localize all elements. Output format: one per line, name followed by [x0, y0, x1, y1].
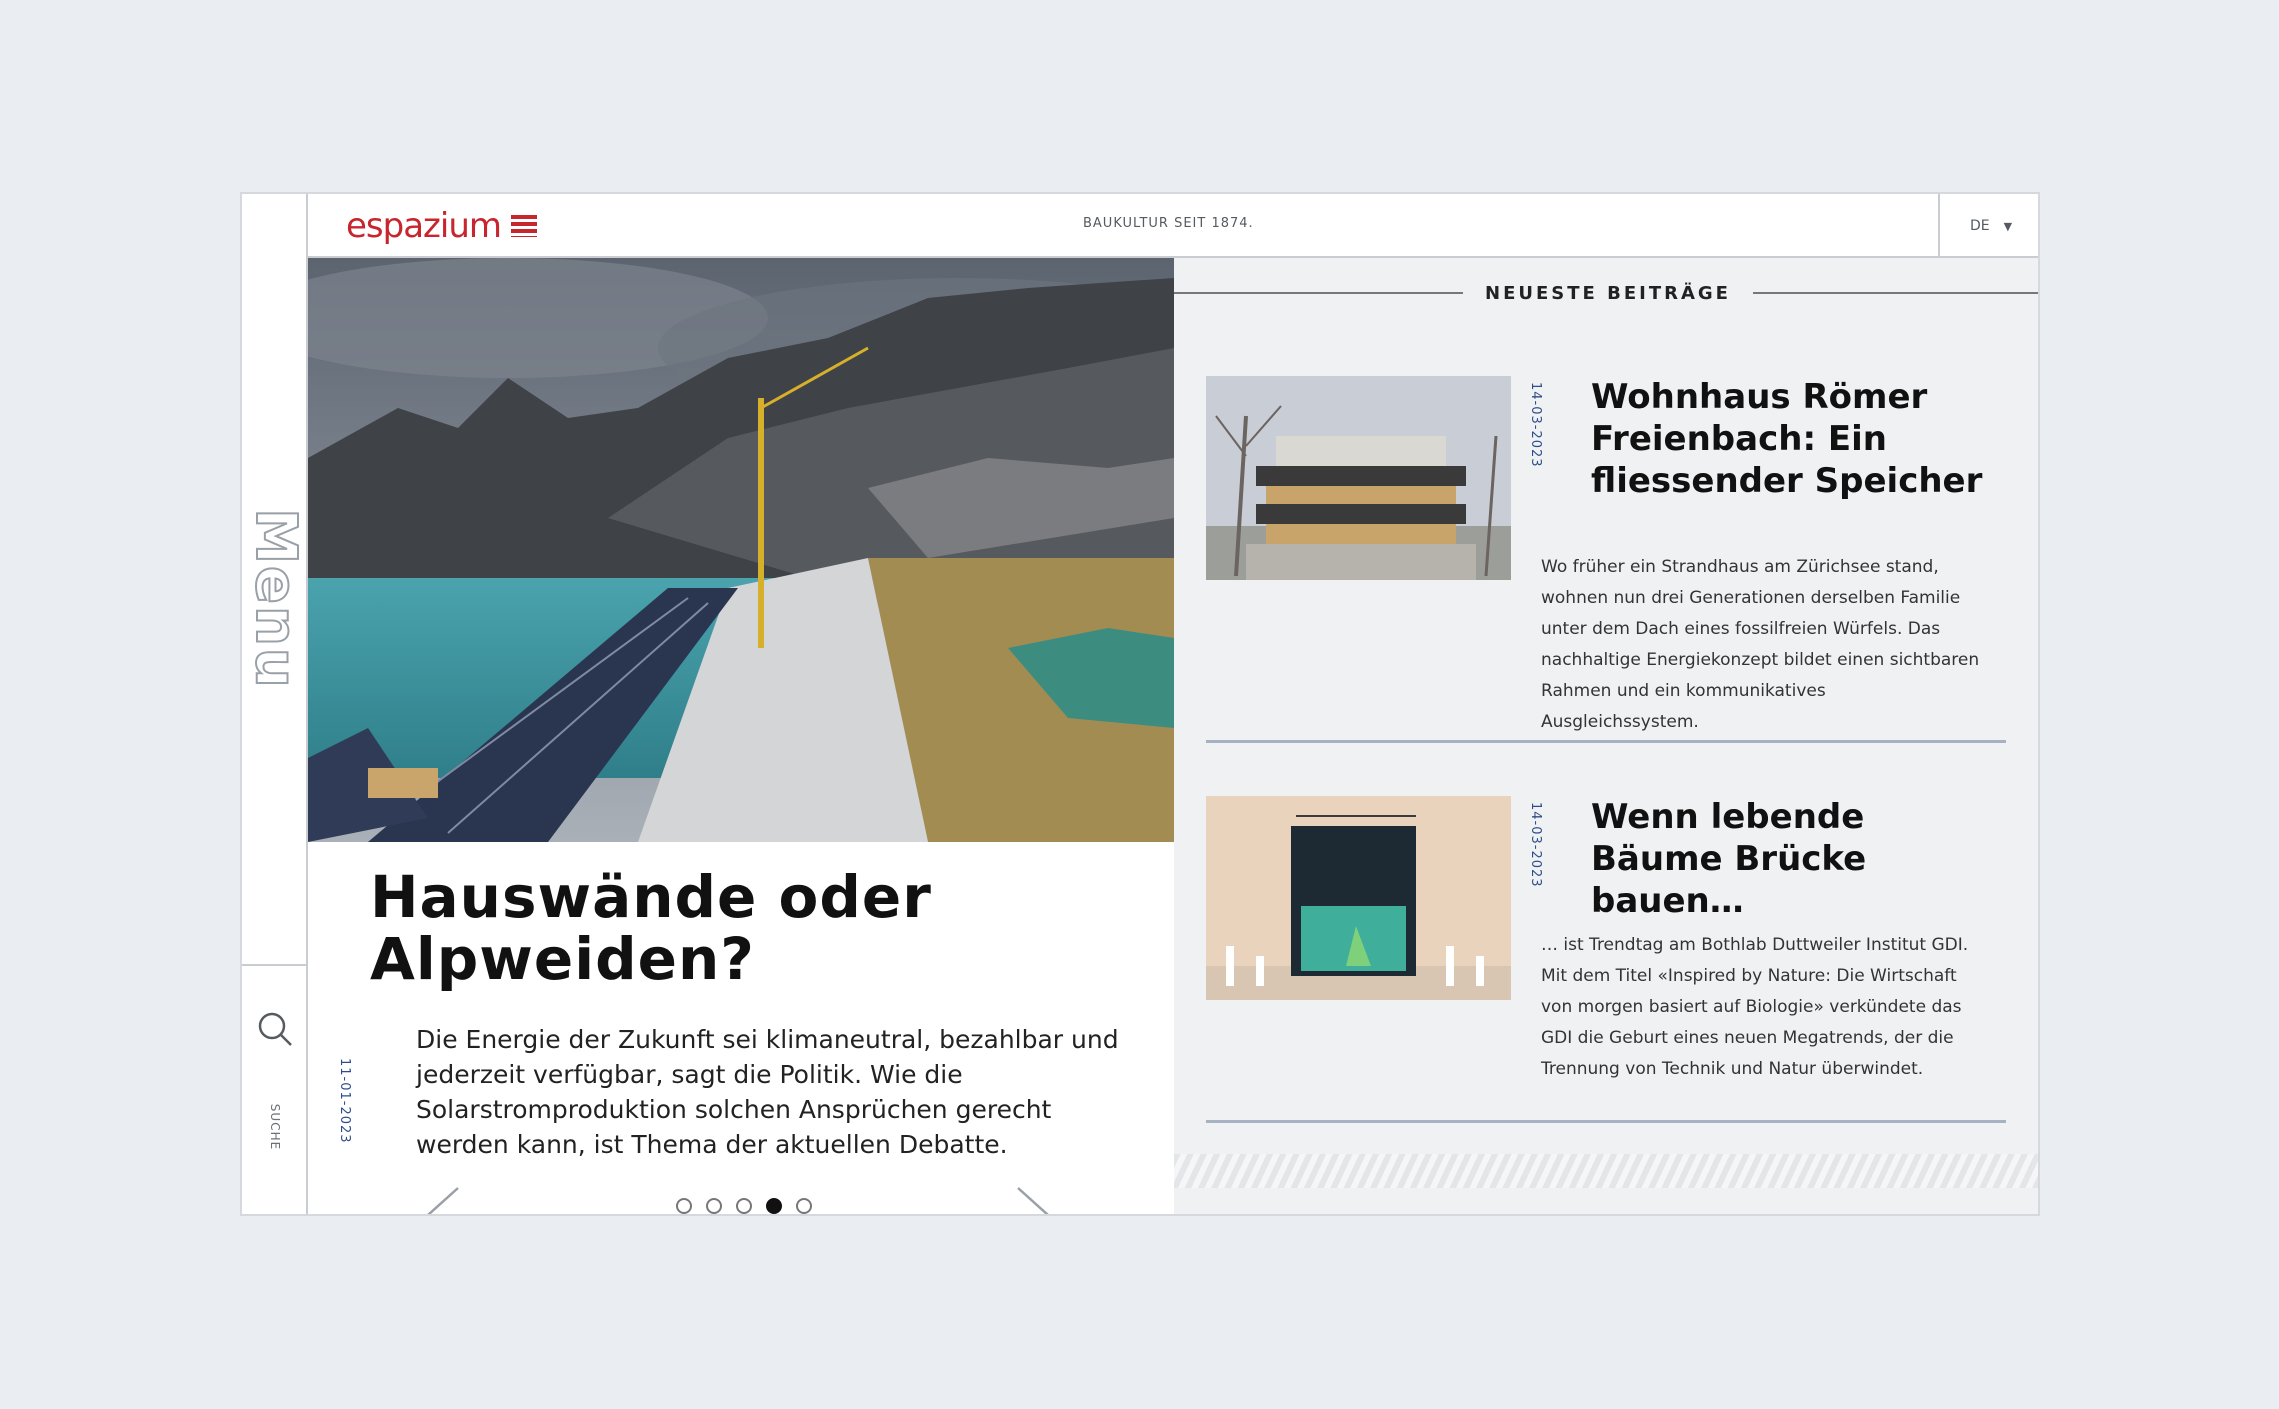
site-header [308, 194, 2040, 258]
article-teaser: Wo früher ein Strandhaus am Zürichsee stand, wohnen nun drei Generationen derselben Familie unter dem Dach eines fossilfreien Würfels. Das nachhaltige Energiekonzept bildet einen sichtbaren Rahmen und ein kommunikatives Ausgleichssystem. [1541, 557, 1980, 732]
slider-dot[interactable] [706, 1198, 722, 1214]
site-tagline: BAUKULTUR SEIT 1874. [1083, 216, 1254, 231]
site-logo[interactable] [346, 206, 537, 246]
hero-image[interactable] [308, 258, 1174, 842]
decorative-pattern [1174, 1154, 2040, 1188]
article-date: 14-03-2023 [1528, 802, 1543, 888]
slider-prev-arrow-icon[interactable] [408, 1186, 468, 1216]
article-image[interactable] [1206, 796, 1511, 1000]
article-teaser: … ist Trendtag am Bothlab Duttweiler Institut GDI. Mit dem Titel «Inspired by Nature: Die Wirtschaft von morgen basiert auf Biologie» verkündete das GDI die Geburt eines neuen Megatrends, der die Trennung von Technik und Natur überwindet. [1541, 935, 1969, 1079]
article-image[interactable] [1206, 376, 1511, 580]
heading-line [1174, 292, 1463, 294]
side-menu-bar [242, 194, 308, 1216]
logo-mark-icon [511, 215, 537, 237]
slider-dot[interactable] [736, 1198, 752, 1214]
section-heading [1174, 280, 2040, 306]
article-date: 14-03-2023 [1528, 382, 1543, 468]
slider-dot-active[interactable] [766, 1198, 782, 1214]
hero-title[interactable]: Hauswände oder Alpweiden? [370, 863, 932, 993]
hero-teaser: Die Energie der Zukunft sei klimaneutral, bezahlbar und jederzeit verfügbar, sagt die Politik. Wie die Solarstromproduktion solchen Ansprüchen gerecht werden kann, ist Thema der aktuellen Debatte. [416, 1025, 1119, 1159]
logo-text: espazium [346, 206, 502, 246]
hero-slider [308, 258, 1174, 1216]
latest-articles-panel [1174, 258, 2040, 1216]
hero-date: 11-01-2023 [337, 1058, 352, 1144]
menu-button[interactable]: Menu [243, 508, 308, 690]
search-icon[interactable] [255, 1009, 295, 1049]
article-card[interactable] [1206, 376, 2006, 732]
article-title[interactable]: Wohnhaus Römer Freienbach: Ein fliessender Speicher [1591, 377, 1983, 501]
article-title[interactable]: Wenn lebende Bäume Brücke bauen… [1591, 797, 1867, 921]
language-selector[interactable] [1938, 194, 2040, 258]
language-value: DE [1969, 218, 1990, 234]
browser-frame [240, 192, 2040, 1216]
search-label[interactable]: SUCHE [268, 1103, 282, 1151]
slider-pagination [676, 1198, 812, 1214]
slider-dot[interactable] [676, 1198, 692, 1214]
slider-dot[interactable] [796, 1198, 812, 1214]
slider-next-arrow-icon[interactable] [1008, 1186, 1068, 1216]
heading-line [1753, 292, 2040, 294]
side-divider [242, 964, 308, 966]
article-divider [1206, 740, 2006, 743]
article-card[interactable] [1206, 796, 2006, 1079]
chevron-down-icon: ▼ [2003, 219, 2013, 233]
article-divider [1206, 1120, 2006, 1123]
section-heading-label: NEUESTE BEITRÄGE [1485, 282, 1731, 304]
